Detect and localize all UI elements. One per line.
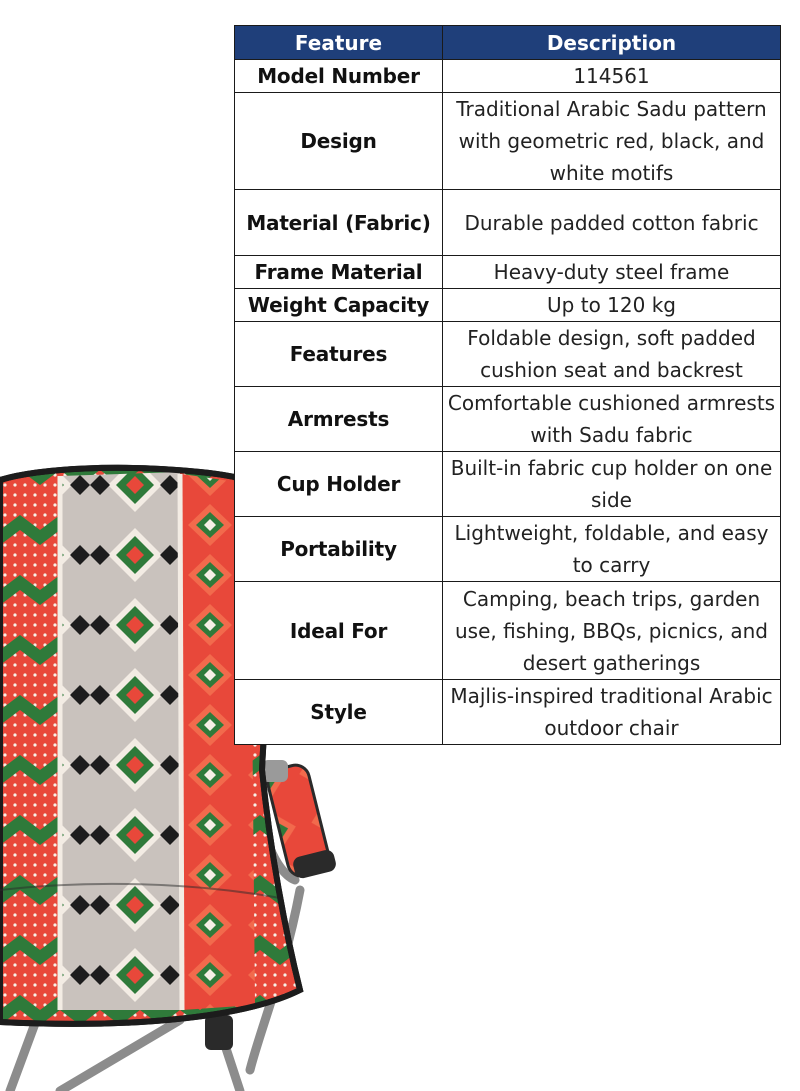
table-row: [235, 256, 781, 289]
description-cell: Up to 120 kg: [443, 289, 781, 322]
table-row: [235, 582, 781, 680]
table-row: [235, 680, 781, 745]
header-feature: Feature: [235, 26, 443, 60]
table-row: [235, 60, 781, 93]
description-cell: Majlis-inspired traditional Arabic outdoor chair: [443, 680, 781, 745]
description-cell: Heavy-duty steel frame: [443, 256, 781, 289]
chair-foot: [205, 1015, 233, 1050]
feature-cell: Weight Capacity: [235, 289, 443, 322]
table-row: [235, 387, 781, 452]
feature-cell: Ideal For: [235, 582, 443, 680]
feature-cell: Style: [235, 680, 443, 745]
feature-cell: Armrests: [235, 387, 443, 452]
description-cell: Comfortable cushioned armrests with Sadu fabric: [443, 387, 781, 452]
table-row: [235, 289, 781, 322]
table-header-row: [235, 26, 781, 60]
header-description: Description: [443, 26, 781, 60]
feature-cell: Design: [235, 93, 443, 190]
description-cell: Camping, beach trips, garden use, fishing, BBQs, picnics, and desert gatherings: [443, 582, 781, 680]
feature-cell: Material (Fabric): [235, 190, 443, 256]
feature-cell: Cup Holder: [235, 452, 443, 517]
feature-cell: Model Number: [235, 60, 443, 93]
feature-cell: Features: [235, 322, 443, 387]
feature-cell: Frame Material: [235, 256, 443, 289]
table-row: [235, 190, 781, 256]
feature-cell: Portability: [235, 517, 443, 582]
table-row: [235, 517, 781, 582]
description-cell: 114561: [443, 60, 781, 93]
description-cell: Lightweight, foldable, and easy to carry: [443, 517, 781, 582]
description-cell: Foldable design, soft padded cushion seat and backrest: [443, 322, 781, 387]
description-cell: Built-in fabric cup holder on one side: [443, 452, 781, 517]
table-row: [235, 452, 781, 517]
spec-table: [234, 25, 781, 745]
description-cell: Traditional Arabic Sadu pattern with geometric red, black, and white motifs: [443, 93, 781, 190]
table-row: [235, 93, 781, 190]
description-cell: Durable padded cotton fabric: [443, 190, 781, 256]
table-row: [235, 322, 781, 387]
